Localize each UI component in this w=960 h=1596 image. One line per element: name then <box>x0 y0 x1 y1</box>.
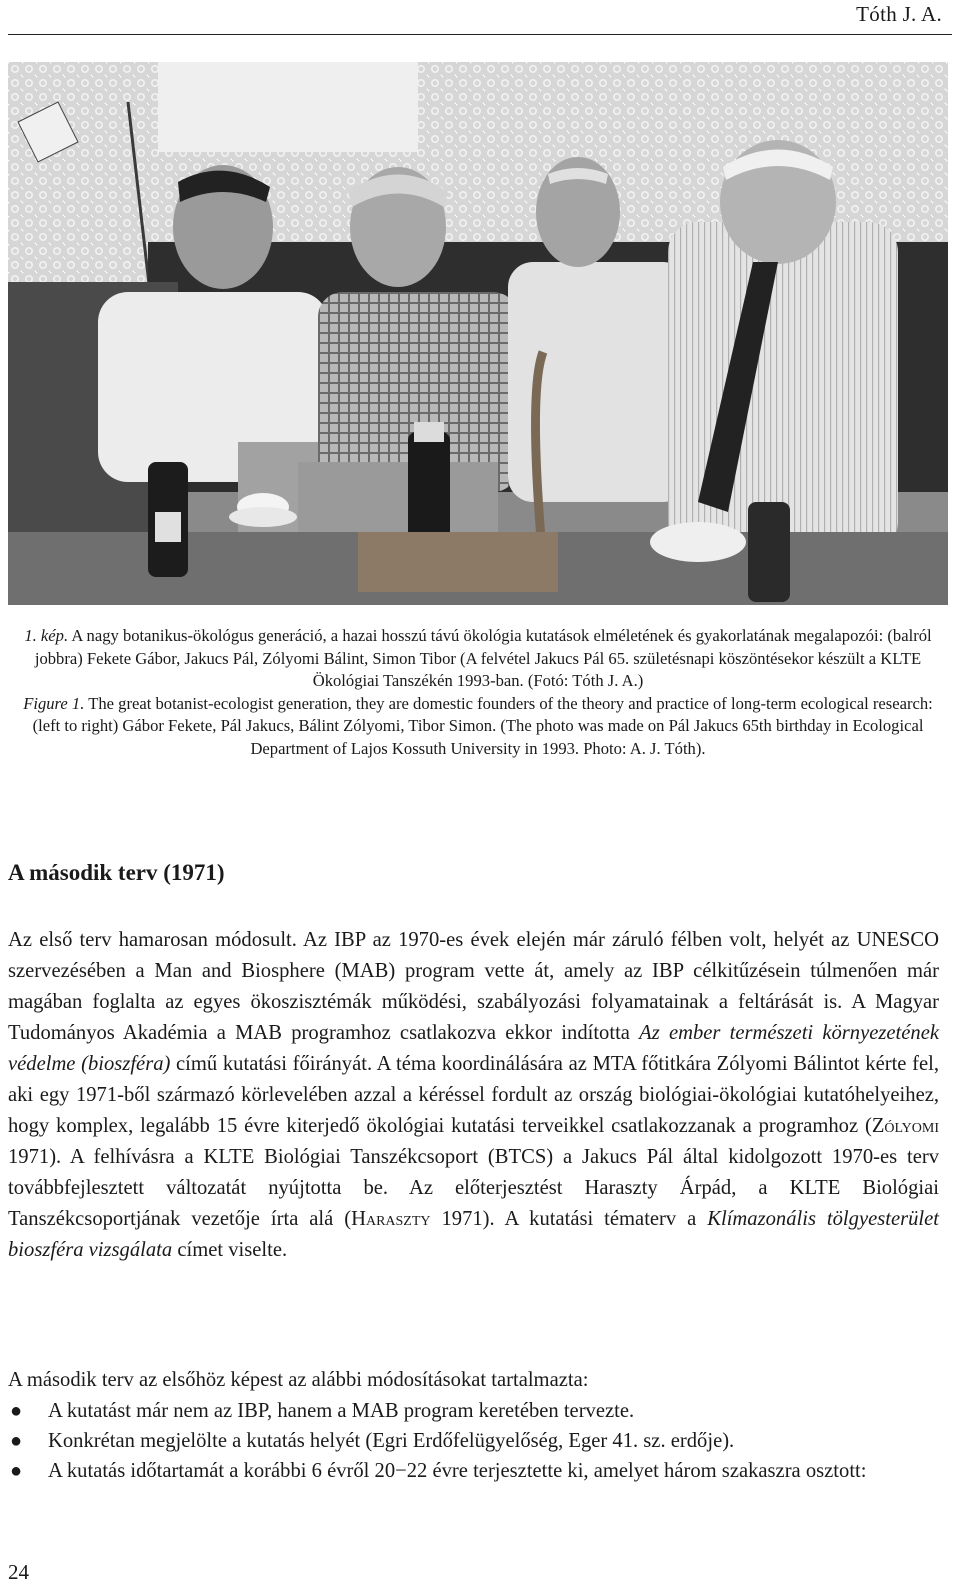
body-paragraph <box>8 925 939 1266</box>
caption-hungarian <box>8 625 948 693</box>
group-photograph <box>8 62 948 605</box>
paragraph-part-4: 1971). A kutatási tématerv a <box>430 1208 708 1230</box>
header-rule <box>8 34 952 35</box>
photograph-icon <box>8 62 948 605</box>
paragraph-italic-project-title: Klímazonális tölgyesterület bioszféra vizsgálata <box>8 1208 939 1261</box>
running-header: Tóth J. A. <box>856 2 942 26</box>
caption-hu-label: 1. kép. <box>24 626 69 645</box>
section-heading: A második terv (1971) <box>8 860 225 885</box>
list-item <box>8 1397 939 1425</box>
citation-author-zolyomi: Zólyomi <box>871 1115 939 1137</box>
caption-english <box>8 693 948 761</box>
bullet-icon: ● <box>10 1400 23 1422</box>
caption-hu-text: A nagy botanikus-ökológus generáció, a hazai hosszú távú ökológia kutatások elméletének és gyakorlatának megalapozói: (balról jobbra) Fekete Gábor, Jakucs Pál, Zólyomi Bálint, Simon Tibor (A felvétel Jakucs Pál 65. születésnapi köszöntésekor készült a KLTE Ökológiai Tanszékén 1993-ban. (Fotó: Tóth J. A.) <box>34 626 932 691</box>
paragraph-part-1: Az első terv hamarosan módosult. Az IBP az 1970-es évek elején már záruló félben volt, helyét az UNESCO szervezésében a Man and Biosphere (MAB) program vette át, amely az IBP célkitűzésein túlmenően már magában foglalta az egyes ökoszisztémák működési, szabályozási folyamatainak a feltárását is. A Magyar Tudományos Akadémia a MAB programhoz csatlakozva ekkor indította <box>8 929 939 1044</box>
figure-caption <box>8 625 948 761</box>
caption-en-label: Figure 1. <box>23 693 85 713</box>
list-item <box>8 1457 939 1485</box>
citation-author-haraszty: Haraszty <box>351 1208 431 1230</box>
list-item-text: A kutatást már nem az IBP, hanem a MAB program keretében tervezte. <box>48 1400 635 1422</box>
list-item-text: A kutatás időtartamát a korábbi 6 évről 20−22 évre terjesztette ki, amelyet három szakaszra osztott: <box>48 1460 867 1482</box>
list-item <box>8 1427 939 1455</box>
paragraph-part-3: 1971). A felhívásra a KLTE Biológiai Tanszékcsoport (BTCS) a Jakucs Pál által kidolgozott 1970-es terv továbbfejlesztett változatát nyújtotta be. Az előterjesztést Haraszty Árpád, a KLTE Biológiai Tanszékcsoportjának vezetője írta alá ( <box>8 1146 939 1230</box>
list-intro: A második terv az elsőhöz képest az alábbi módosításokat tartalmazta: <box>8 1369 589 1391</box>
caption-en-text: The great botanist-ecologist generation, they are domestic founders of the theory and practice of long-term ecological research: (left to right) Gábor Fekete, Pál Jakucs, Bálint Zólyomi, Tibor Simon. (The photo was made on Pál Jakucs 65th birthday in Ecological Department of Lajos Kossuth University in 1993. Photo: A. J. Tóth). <box>32 693 933 758</box>
bullet-icon: ● <box>10 1460 23 1482</box>
paragraph-part-5: címet viselte. <box>172 1239 288 1261</box>
paragraph-part-2: című kutatási főirányát. A téma koordinálására az MTA főtitkára Zólyomi Bálintot kérte fel, aki egy 1971-ből származó körlevelében azzal a kéréssel fordult az ország biológiai-ökológiai kutatóhelyeihez, hogy komplex, legalább 15 évre kiterjedő ökológiai kutatási terveikkel csatlakozzanak a programhoz ( <box>8 1053 939 1137</box>
list-item-text: Konkrétan megjelölte a kutatás helyét (Egri Erdőfelügyelőség, Eger 41. sz. erdője). <box>48 1430 735 1452</box>
bullet-icon: ● <box>10 1430 23 1452</box>
paragraph-italic-title: Az ember természeti környezetének védelme (bioszféra) <box>8 1022 939 1075</box>
modifications-list <box>8 1397 939 1487</box>
page-number: 24 <box>8 1560 29 1584</box>
